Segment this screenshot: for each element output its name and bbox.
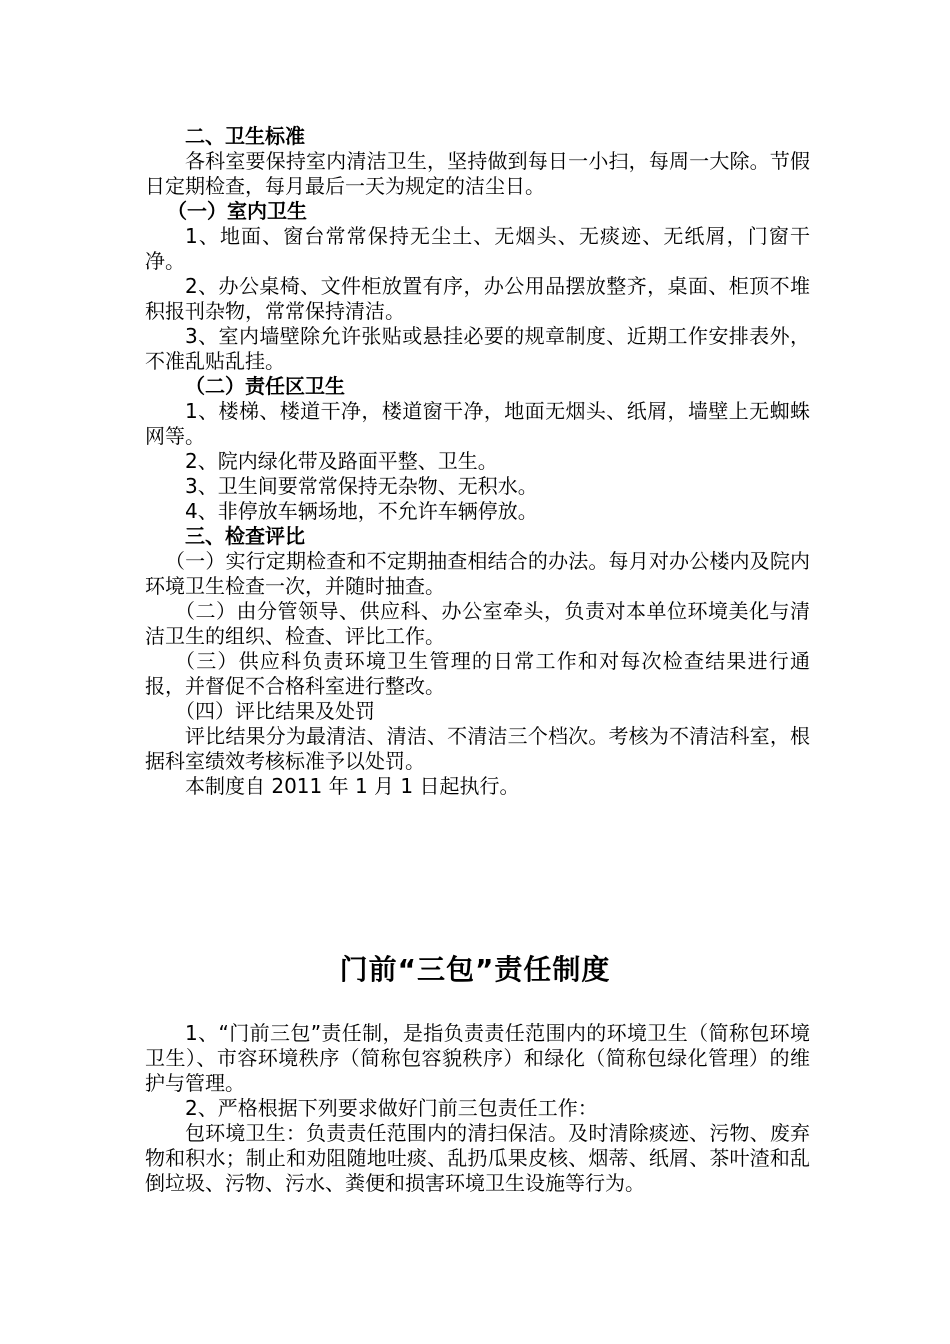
zone-item: 3、卫生间要常常保持无杂物、无积水。: [185, 474, 538, 498]
inspection-item: （一）实行定期检查和不定期抽查相结合的办法。每月对办公楼内及院内环境卫生检查一次，并随时抽查。: [145, 549, 810, 598]
zone-item: 2、院内绿化带及路面平整、卫生。: [185, 449, 498, 473]
zone-item: 1、楼梯、楼道干净，楼道窗干净，地面无烟头、纸屑，墙壁上无蜘蛛网等。: [145, 399, 810, 448]
inspection-item: （四）评比结果及处罚: [175, 699, 375, 723]
subsection-heading-zone: （二）责任区卫生: [185, 374, 345, 398]
inspection-item: （二）由分管领导、供应科、办公室牵头，负责对本单位环境美化与清洁卫生的组织、检查、评比工作。: [145, 599, 810, 648]
inspection-item: （三）供应科负责环境卫生管理的日常工作和对每次检查结果进行通报，并督促不合格科室进行整改。: [145, 649, 810, 698]
subsection-heading-indoor: （一）室内卫生: [167, 199, 307, 223]
three-guarantees-section: [145, 1021, 810, 1196]
section-heading-hygiene-standard: 二、卫生标准: [185, 124, 305, 148]
hygiene-standards-section: [145, 124, 810, 799]
section-intro-paragraph: 各科室要保持室内清洁卫生，坚持做到每日一小扫，每周一大除。节假日定期检查，每月最后一天为规定的洁尘日。: [145, 149, 810, 198]
body-paragraph: 包环境卫生：负责责任范围内的清扫保洁。及时清除痰迹、污物、废弃物和积水；制止和劝阻随地吐痰、乱扔瓜果皮核、烟蒂、纸屑、茶叶渣和乱倒垃圾、污物、污水、粪便和损害环境卫生设施等行为。: [145, 1121, 810, 1195]
zone-item: 4、非停放车辆场地，不允许车辆停放。: [185, 499, 538, 523]
penalty-paragraph: 评比结果分为最清洁、清洁、不清洁三个档次。考核为不清洁科室，根据科室绩效考核标准予以处罚。: [145, 724, 810, 773]
indoor-item: 1、地面、窗台常常保持无尘土、无烟头、无痰迹、无纸屑，门窗干净。: [145, 224, 810, 273]
indoor-item: 2、办公桌椅、文件柜放置有序，办公用品摆放整齐，桌面、柜顶不堆积报刊杂物，常常保持清洁。: [145, 274, 810, 323]
indoor-item: 3、室内墙壁除允许张贴或悬挂必要的规章制度、近期工作安排表外，不准乱贴乱挂。: [145, 324, 810, 373]
body-paragraph: 1、“门前三包”责任制，是指负责责任范围内的环境卫生（简称包环境卫生）、市容环境秩序（简称包容貌秩序）和绿化（简称包绿化管理）的维护与管理。: [145, 1021, 810, 1095]
document-title: 门前“三包”责任制度: [339, 953, 611, 986]
section-heading-inspection: 三、检查评比: [185, 524, 305, 548]
effective-date-paragraph: 本制度自 2011 年 1 月 1 日起执行。: [185, 774, 520, 798]
body-paragraph: 2、严格根据下列要求做好门前三包责任工作：: [185, 1096, 598, 1120]
